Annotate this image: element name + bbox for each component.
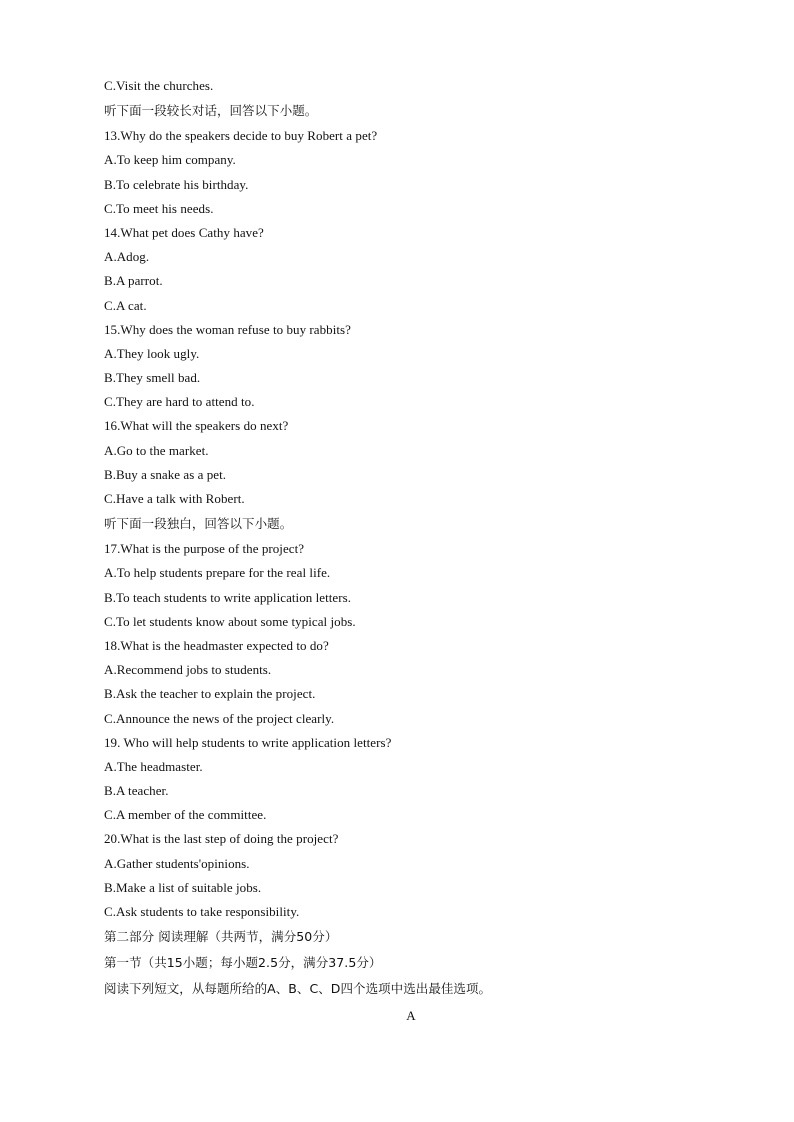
answer-option: A.They look ugly.	[104, 345, 200, 361]
answer-option: C.They are hard to attend to.	[104, 394, 255, 410]
answer-option: C.Announce the news of the project clearly.	[104, 710, 335, 726]
section-instruction: 第一节（共15小题；每小题2.5分，满分37.5分）	[104, 955, 382, 971]
answer-option: A.To keep him company.	[104, 152, 236, 168]
answer-option: C.A member of the committee.	[104, 807, 267, 823]
answer-option: C.To let students know about some typical jobs.	[104, 613, 356, 629]
answer-option: A.Gather students'opinions.	[104, 855, 250, 871]
passage-label: A	[406, 1008, 416, 1024]
answer-option: C.Visit the churches.	[104, 78, 214, 93]
question-text: 15.Why does the woman refuse to buy rabbits?	[104, 321, 351, 337]
answer-option: B.To teach students to write application letters.	[104, 589, 352, 605]
answer-option: B.Ask the teacher to explain the project.	[104, 686, 316, 702]
answer-option: C.A cat.	[104, 297, 147, 313]
answer-option: C.To meet his needs.	[104, 200, 214, 216]
answer-option: B.A teacher.	[104, 783, 169, 799]
answer-option: B.To celebrate his birthday.	[104, 176, 249, 192]
answer-option: A.To help students prepare for the real life.	[104, 565, 331, 581]
answer-option: C.Ask students to take responsibility.	[104, 904, 300, 919]
section-instruction: 第二部分 阅读理解（共两节，满分50分）	[104, 929, 338, 945]
answer-option: A.Adog.	[104, 249, 150, 265]
section-instruction: 阅读下列短文，从每题所给的A、B、C、D四个选项中选出最佳选项。	[104, 981, 492, 997]
question-text: 18.What is the headmaster expected to do?	[104, 637, 329, 653]
question-text: 17.What is the purpose of the project?	[104, 541, 305, 557]
question-text: 13.Why do the speakers decide to buy Robert a pet?	[104, 128, 378, 144]
answer-option: A.The headmaster.	[104, 758, 203, 774]
answer-option: A.Go to the market.	[104, 442, 209, 458]
section-instruction: 听下面一段较长对话，回答以下小题。	[104, 103, 318, 119]
answer-option: A.Recommend jobs to students.	[104, 662, 272, 678]
document-body	[104, 74, 704, 1028]
answer-option: B.Make a list of suitable jobs.	[104, 879, 262, 895]
section-instruction: 听下面一段独白，回答以下小题。	[104, 516, 293, 532]
question-text: 20.What is the last step of doing the project?	[104, 831, 339, 847]
question-text: 19. Who will help students to write application letters?	[104, 734, 392, 750]
answer-option: B.They smell bad.	[104, 370, 201, 386]
answer-option: B.A parrot.	[104, 273, 163, 289]
answer-option: B.Buy a snake as a pet.	[104, 466, 227, 482]
question-text: 14.What pet does Cathy have?	[104, 224, 264, 240]
answer-option: C.Have a talk with Robert.	[104, 491, 245, 506]
question-text: 16.What will the speakers do next?	[104, 418, 289, 434]
